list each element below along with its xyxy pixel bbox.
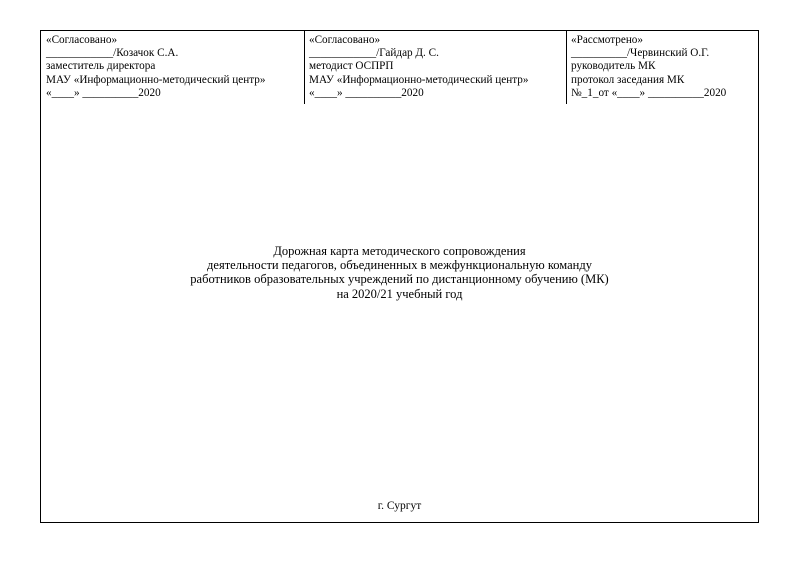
document-title [40,244,759,301]
title-line: работников образовательных учреждений по дистанционному обучению (МК) [190,272,609,287]
signature-line: ____________/Козачок С.А. [46,47,179,60]
approval-status: «Согласовано» [46,34,118,46]
protocol-date: №_1_от «____» __________2020 [571,86,727,99]
approval-date: «____» __________2020 [309,86,424,99]
title-line: на 2020/21 учебный год [336,286,463,301]
approval-block-kozachok [46,34,265,100]
approval-block-gaydar [309,34,528,100]
protocol-label: протокол заседания МК [571,73,685,86]
column-divider [566,30,567,104]
signer-position: методист ОСПРП [309,60,394,73]
column-divider [304,30,305,104]
signer-position: руководитель МК [571,60,656,73]
signer-organization: МАУ «Информационно-методический центр» [309,73,529,86]
review-status: «Рассмотрено» [571,34,643,46]
approval-status: «Согласовано» [309,34,381,46]
signature-line: ____________/Гайдар Д. С. [309,47,439,60]
city-name: г. Сургут [377,500,422,512]
signature-line: __________/Червинский О.Г. [571,47,710,60]
signer-organization: МАУ «Информационно-методический центр» [46,73,266,86]
approval-date: «____» __________2020 [46,86,161,99]
title-line: деятельности педагогов, объединенных в межфункциональную команду [207,258,592,273]
signer-position: заместитель директора [46,60,156,73]
review-block-chervinsky [571,34,726,100]
title-line: Дорожная карта методического сопровождения [273,244,526,258]
